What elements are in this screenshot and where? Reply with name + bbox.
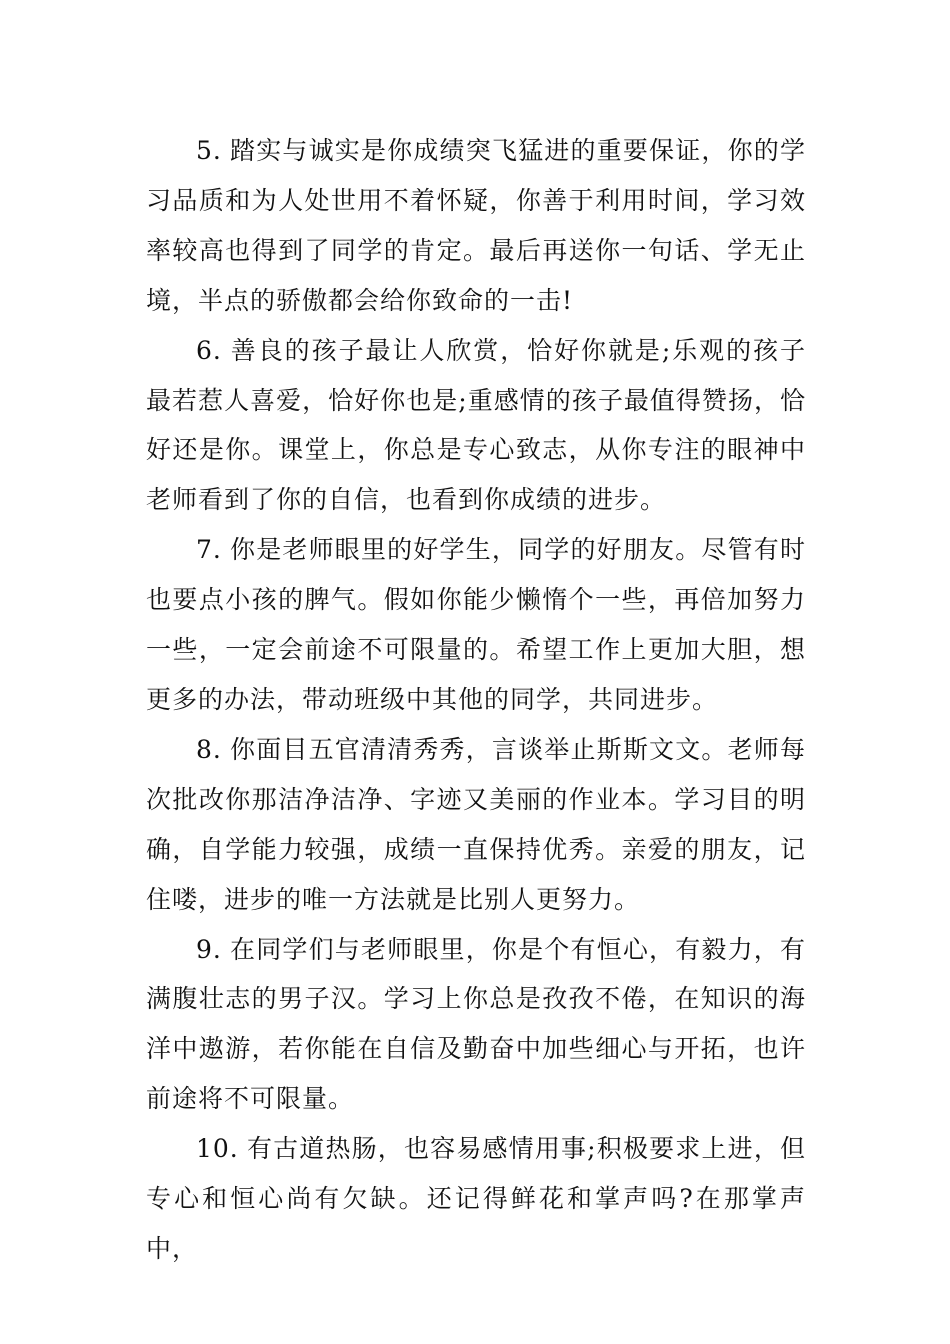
paragraph-6	[146, 326, 806, 526]
paragraph-9	[146, 925, 806, 1125]
paragraph-text: 你面目五官清清秀秀，言谈举止斯斯文文。老师每次批改你那洁净洁净、字迹又美丽的作业本。学习目的明确，自学能力较强，成绩一直保持优秀。亲爱的朋友，记住喽，进步的唯一方法就是比别人更努力。	[146, 734, 806, 914]
paragraph-number: 5.	[196, 136, 222, 165]
paragraph-text: 你是老师眼里的好学生，同学的好朋友。尽管有时也要点小孩的脾气。假如你能少懒惰个一些，再倍加努力一些，一定会前途不可限量的。希望工作上更加大胆，想更多的办法，带动班级中其他的同学，共同进步。	[146, 535, 806, 714]
paragraph-number: 8.	[196, 734, 222, 764]
paragraph-7	[146, 525, 806, 725]
paragraph-5	[146, 126, 806, 326]
paragraph-8	[146, 725, 806, 925]
paragraph-number: 10.	[196, 1134, 239, 1164]
paragraph-number: 7.	[196, 535, 222, 565]
paragraph-number: 6.	[196, 335, 222, 365]
paragraph-10	[146, 1124, 806, 1274]
paragraph-text: 有古道热肠，也容易感情用事;积极要求上进，但专心和恒心尚有欠缺。还记得鲜花和掌声吗?在那掌声中，	[146, 1134, 806, 1263]
paragraph-text: 善良的孩子最让人欣赏，恰好你就是;乐观的孩子最若惹人喜爱，恰好你也是;重感情的孩子最值得赞扬，恰好还是你。课堂上，你总是专心致志，从你专注的眼神中老师看到了你的自信，也看到你成绩的进步。	[146, 335, 806, 515]
paragraph-number: 9.	[196, 934, 222, 964]
paragraph-text: 踏实与诚实是你成绩突飞猛进的重要保证，你的学习品质和为人处世用不着怀疑，你善于利用时间，学习效率较高也得到了同学的肯定。最后再送你一句话、学无止境，半点的骄傲都会给你致命的一击!	[146, 136, 806, 315]
document-body	[146, 126, 806, 1274]
paragraph-text: 在同学们与老师眼里，你是个有恒心，有毅力，有满腹壮志的男子汉。学习上你总是孜孜不倦，在知识的海洋中遨游，若你能在自信及勤奋中加些细心与开拓，也许前途将不可限量。	[146, 934, 806, 1114]
